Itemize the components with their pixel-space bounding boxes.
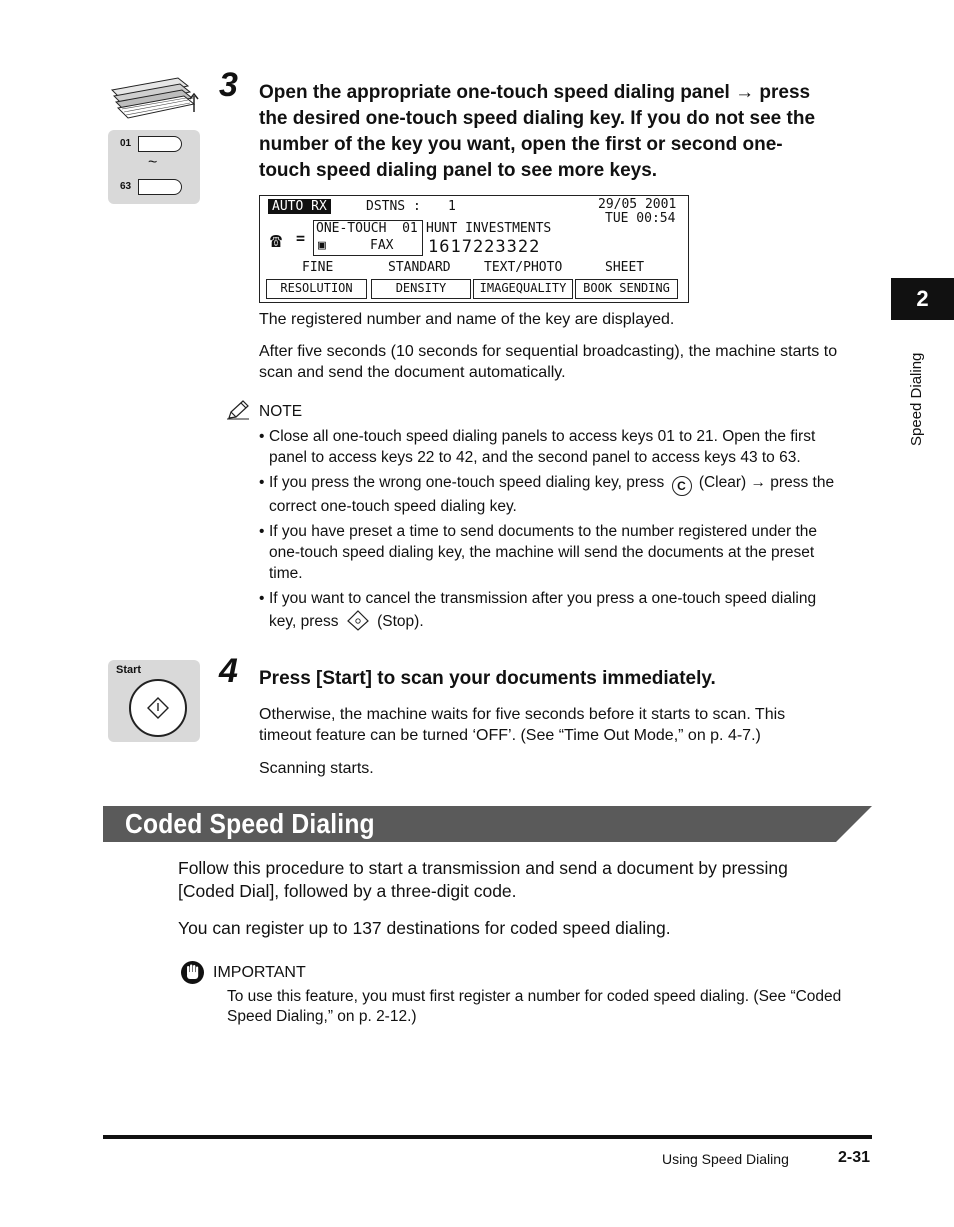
- step3-heading-line: Open the appropriate one-touch speed dialing panel → press: [259, 82, 811, 103]
- lcd-box-line2: FAX: [370, 238, 394, 253]
- lcd-image-quality-button: IMAGEQUALITY: [473, 279, 573, 299]
- note-text: (Stop).: [377, 613, 424, 630]
- lcd-dstns-value: 1: [448, 199, 456, 214]
- one-touch-keys-panel: [108, 130, 200, 204]
- important-title: IMPORTANT: [213, 964, 306, 981]
- lcd-label-text-photo: TEXT/PHOTO: [484, 260, 563, 275]
- footer-rule: [103, 1135, 872, 1139]
- step4-heading: Press [Start] to scan your documents immediately.: [259, 668, 716, 689]
- lcd-resolution-button: RESOLUTION: [266, 279, 367, 299]
- pencil-note-icon: [226, 399, 250, 421]
- step3-heading-line: number of the key you want, open the first or second one-: [259, 134, 783, 155]
- start-diamond-icon: [146, 696, 170, 720]
- note-line: [269, 609, 871, 632]
- note-line: time.: [269, 565, 303, 582]
- step4-para1-line: timeout feature can be turned ‘OFF’. (See “Time Out Mode,” on p. 4-7.): [259, 727, 761, 744]
- start-key-panel: [108, 660, 200, 742]
- lcd-destination-name: HUNT INVESTMENTS: [426, 221, 552, 236]
- step3-heading-line: the desired one-touch speed dialing key. If you do not see the: [259, 108, 816, 129]
- one-touch-key-63: [138, 179, 182, 195]
- note-item: [259, 426, 871, 468]
- note-line: • If you have preset a time to send documents to the number registered under the: [269, 523, 817, 540]
- step3-para2: [259, 341, 879, 383]
- key-01-label: 01: [120, 138, 132, 149]
- note-text: (Clear) → press the: [698, 474, 835, 491]
- lcd-box-line1: ONE-TOUCH 01: [316, 221, 418, 236]
- step3-heading: [259, 80, 879, 184]
- important-line: To use this feature, you must first register a number for coded speed dialing. (See “Coded: [227, 988, 842, 1005]
- clear-key-icon: C: [672, 476, 692, 496]
- note-text: key, press: [269, 613, 339, 630]
- lcd-date: 29/05 2001: [598, 197, 677, 212]
- chapter-side-label: Speed Dialing: [908, 352, 925, 446]
- step3-heading-line: touch speed dialing panel to see more keys.: [259, 160, 658, 181]
- note-line: correct one-touch speed dialing key.: [269, 498, 517, 515]
- footer-section-title: Using Speed Dialing: [662, 1151, 789, 1167]
- note-item: [259, 588, 871, 632]
- section-para1-line: [Coded Dial], followed by a three-digit code.: [178, 881, 517, 901]
- note-line: • If you want to cancel the transmission after you press a one-touch speed dialing: [269, 590, 817, 607]
- stop-key-icon: [346, 609, 370, 631]
- lcd-book-sending-button: BOOK SENDING: [575, 279, 678, 299]
- note-text: If you press the wrong one-touch speed dialing key, press: [269, 474, 665, 491]
- important-line: Speed Dialing,” on p. 2-12.): [227, 1008, 417, 1025]
- note-title: NOTE: [259, 403, 303, 420]
- section-para1: [178, 857, 868, 903]
- note-list: [259, 426, 871, 636]
- step-number-4: 4: [219, 652, 238, 690]
- range-tilde: ~: [148, 154, 158, 171]
- scanner-platen-icon: [110, 72, 202, 122]
- start-key: [129, 679, 187, 737]
- lcd-destination-number: 1617223322: [428, 237, 541, 257]
- lcd-label-standard: STANDARD: [388, 260, 451, 275]
- step-number-3: 3: [219, 66, 238, 104]
- one-touch-key-01: [138, 136, 182, 152]
- step4-para2: Scanning starts.: [259, 760, 374, 777]
- section-title: Coded Speed Dialing: [125, 808, 375, 839]
- step3-para1: The registered number and name of the key are displayed.: [259, 311, 675, 328]
- telephone-icon: ☎: [270, 228, 283, 252]
- section-para2: You can register up to 137 destinations for coded speed dialing.: [178, 918, 671, 938]
- step4-para1: [259, 704, 879, 746]
- hand-stop-icon: [180, 960, 205, 985]
- chapter-tab: 2: [891, 278, 954, 320]
- lcd-dstns-label: DSTNS :: [366, 199, 421, 214]
- note-line: one-touch speed dialing key, the machine will send the documents at the preset: [269, 544, 815, 561]
- lcd-label-fine: FINE: [302, 260, 334, 275]
- lcd-density-button: DENSITY: [371, 279, 471, 299]
- key-63-label: 63: [120, 181, 132, 192]
- note-item: [259, 521, 871, 584]
- step4-para1-line: Otherwise, the machine waits for five seconds before it starts to scan. This: [259, 706, 786, 723]
- note-line: [269, 472, 871, 496]
- important-text: [227, 987, 877, 1027]
- lcd-time: TUE 00:54: [605, 211, 676, 226]
- note-line: panel to access keys 22 to 42, and the second panel to access keys 43 to 63.: [269, 449, 801, 466]
- lcd-label-sheet: SHEET: [605, 260, 645, 275]
- step3-para2-line: After five seconds (10 seconds for sequential broadcasting), the machine starts to: [259, 343, 838, 360]
- note-item: [259, 472, 871, 517]
- lcd-equals: =: [296, 229, 306, 247]
- lcd-mode: AUTO RX: [268, 199, 331, 214]
- section-para1-line: Follow this procedure to start a transmission and send a document by pressing: [178, 858, 788, 878]
- fax-icon: ▣: [318, 238, 326, 253]
- lcd-display: [259, 195, 689, 303]
- page-number: 2-31: [838, 1149, 871, 1166]
- start-key-label: Start: [116, 664, 142, 676]
- step3-para2-line: scan and send the document automatically.: [259, 364, 566, 381]
- note-line: • Close all one-touch speed dialing panels to access keys 01 to 21. Open the first: [269, 428, 816, 445]
